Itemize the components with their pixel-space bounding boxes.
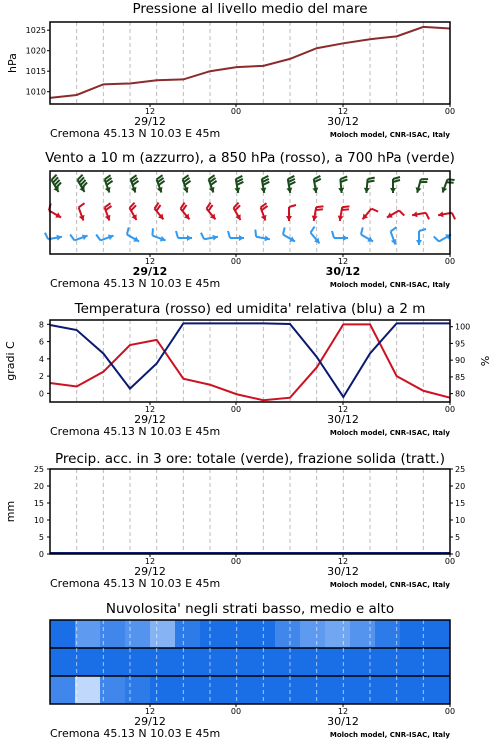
x-tick-label: 00 bbox=[444, 257, 456, 266]
y-tick-label-right: 90 bbox=[455, 356, 466, 366]
wind-barb bbox=[312, 206, 324, 221]
x-tick-label: 12 bbox=[337, 557, 349, 566]
cloud-cell bbox=[125, 648, 151, 676]
panel-3 bbox=[4, 301, 492, 438]
wind-arrowhead bbox=[390, 188, 396, 193]
wind-feather bbox=[447, 179, 454, 180]
x-date-label: 29/12 bbox=[134, 413, 166, 426]
y-tick-label: 8 bbox=[38, 320, 44, 330]
cloud-cell bbox=[275, 676, 301, 704]
wind-feather bbox=[201, 233, 204, 240]
wind-feather bbox=[341, 179, 348, 182]
wind-arrowhead bbox=[286, 216, 292, 221]
wind-feather bbox=[311, 227, 315, 233]
model-label: Moloch model, CNR-ISAC, Italy bbox=[329, 131, 450, 139]
wind-feather bbox=[316, 206, 323, 207]
cloud-cell bbox=[250, 620, 276, 648]
cloud-cell bbox=[150, 676, 176, 704]
station-label: Cremona 45.13 N 10.03 E 45m bbox=[50, 277, 221, 290]
wind-barb bbox=[391, 227, 397, 244]
wind-feather bbox=[426, 213, 429, 220]
x-tick-label: 12 bbox=[144, 707, 156, 716]
cloud-cell bbox=[350, 676, 376, 704]
wind-barb bbox=[209, 175, 217, 192]
wind-feather bbox=[393, 180, 400, 182]
station-label: Cremona 45.13 N 10.03 E 45m bbox=[50, 727, 221, 740]
cloud-cell bbox=[125, 676, 151, 704]
x-date-label: 29/12 bbox=[134, 715, 166, 728]
y-tick-label-right: 95 bbox=[455, 339, 466, 349]
x-tick-label: 12 bbox=[144, 557, 156, 566]
model-label: Moloch model, CNR-ISAC, Italy bbox=[329, 429, 450, 437]
wind-arrowhead bbox=[343, 235, 348, 241]
cloud-cell bbox=[75, 620, 101, 648]
cloud-cell bbox=[200, 676, 226, 704]
cloud-cell bbox=[275, 620, 301, 648]
wind-feather bbox=[342, 206, 349, 207]
wind-arrowhead bbox=[416, 240, 422, 245]
wind-barb bbox=[412, 211, 429, 219]
y-tick-label-right: 10 bbox=[455, 516, 466, 525]
x-date-label: 29/12 bbox=[134, 565, 166, 578]
y-tick-label: 10 bbox=[33, 516, 44, 525]
panel-title: Precip. acc. in 3 ore: totale (verde), frazione solida (tratt.) bbox=[55, 451, 445, 467]
wind-feather bbox=[361, 227, 363, 234]
wind-barb bbox=[105, 203, 112, 220]
wind-feather bbox=[393, 177, 400, 179]
y-tick-label: 4 bbox=[38, 354, 44, 364]
x-tick-label: 12 bbox=[144, 107, 156, 116]
x-date-label: 30/12 bbox=[327, 715, 359, 728]
wind-barb bbox=[131, 175, 139, 192]
wind-barb bbox=[364, 178, 375, 193]
cloud-cell bbox=[325, 676, 351, 704]
wind-feather bbox=[371, 209, 378, 212]
y-tick-label: 1010 bbox=[25, 87, 46, 97]
wind-barb bbox=[201, 233, 218, 241]
cloud-cell bbox=[300, 676, 326, 704]
wind-barb bbox=[181, 203, 190, 220]
wind-feather bbox=[399, 211, 404, 216]
wind-barb bbox=[390, 177, 400, 193]
wind-barb bbox=[228, 231, 244, 241]
wind-barb bbox=[45, 233, 62, 241]
wind-feather bbox=[342, 209, 349, 210]
wind-feather bbox=[176, 231, 178, 238]
wind-feather bbox=[152, 228, 153, 235]
cloud-cell bbox=[175, 648, 201, 676]
cloud-cell bbox=[250, 676, 276, 704]
cloud-cell bbox=[350, 620, 376, 648]
wind-barb bbox=[361, 227, 373, 241]
panel-title: Temperatura (rosso) ed umidita' relativa (blu) a 2 m bbox=[74, 301, 426, 317]
wind-barb bbox=[70, 234, 87, 240]
x-tick-label: 00 bbox=[444, 557, 456, 566]
x-date-label: 29/12 bbox=[132, 265, 168, 278]
wind-feather bbox=[368, 178, 375, 179]
y-tick-label-right: 15 bbox=[455, 499, 466, 508]
wind-barb bbox=[79, 203, 85, 220]
cloud-cell bbox=[150, 620, 176, 648]
model-label: Moloch model, CNR-ISAC, Italy bbox=[329, 281, 450, 289]
x-date-label: 30/12 bbox=[327, 565, 359, 578]
panel-2 bbox=[45, 150, 455, 290]
wind-barb bbox=[311, 227, 320, 244]
panel-4 bbox=[4, 451, 465, 590]
x-date-label: 30/12 bbox=[327, 115, 359, 128]
x-tick-label: 12 bbox=[144, 405, 156, 414]
wind-barb bbox=[234, 203, 241, 220]
wind-barb bbox=[434, 234, 451, 241]
y-tick-label-right: 80 bbox=[455, 389, 466, 399]
panel-title: Vento a 10 m (azzurro), a 850 hPa (rosso), a 700 hPa (verde) bbox=[45, 150, 455, 166]
x-tick-label: 12 bbox=[337, 707, 349, 716]
y-tick-label-right: 85 bbox=[455, 372, 466, 382]
panel-1 bbox=[6, 1, 455, 140]
station-label: Cremona 45.13 N 10.03 E 45m bbox=[50, 127, 221, 140]
y-tick-label-right: 5 bbox=[455, 533, 461, 542]
y-tick-label: 20 bbox=[33, 482, 44, 491]
cloud-cell bbox=[250, 648, 276, 676]
y-tick-label-right: 20 bbox=[455, 482, 466, 491]
wind-feather bbox=[367, 181, 374, 182]
cloud-cell bbox=[300, 648, 326, 676]
y-tick-label: 0 bbox=[38, 550, 44, 559]
wind-barb bbox=[52, 175, 62, 192]
wind-feather bbox=[340, 176, 347, 179]
y-tick-label-right: 0 bbox=[455, 550, 461, 559]
x-tick-label: 00 bbox=[444, 405, 456, 414]
x-date-label: 30/12 bbox=[325, 265, 361, 278]
wind-barb bbox=[260, 176, 269, 193]
wind-barb bbox=[234, 176, 243, 193]
panel-5 bbox=[50, 601, 455, 740]
panel-title: Nuvolosita' negli strati basso, medio e alto bbox=[105, 601, 395, 617]
y-tick-label: 6 bbox=[38, 337, 44, 347]
cloud-cell bbox=[75, 676, 101, 704]
cloud-cell bbox=[225, 620, 251, 648]
wind-feather bbox=[127, 227, 129, 234]
wind-barb bbox=[155, 203, 164, 220]
station-label: Cremona 45.13 N 10.03 E 45m bbox=[50, 425, 221, 438]
cloud-cell bbox=[175, 620, 201, 648]
x-tick-label: 00 bbox=[230, 557, 242, 566]
y-tick-label: 5 bbox=[38, 533, 44, 542]
y-tick-label-right: 25 bbox=[455, 465, 466, 474]
pressure-line bbox=[50, 27, 450, 98]
cloud-cell bbox=[150, 648, 176, 676]
wind-barb bbox=[312, 176, 320, 193]
plot-frame bbox=[50, 22, 450, 104]
model-label: Moloch model, CNR-ISAC, Italy bbox=[329, 581, 450, 589]
x-tick-label: 12 bbox=[337, 107, 349, 116]
wind-feather bbox=[332, 231, 334, 238]
wind-arrowhead bbox=[364, 188, 370, 193]
x-tick-label: 00 bbox=[230, 707, 242, 716]
wind-barb bbox=[441, 179, 454, 192]
wind-feather bbox=[316, 209, 323, 210]
wind-barb bbox=[105, 175, 113, 192]
wind-feather bbox=[419, 229, 426, 231]
x-date-label: 30/12 bbox=[327, 413, 359, 426]
y-tick-label: 1025 bbox=[25, 26, 46, 36]
x-tick-label: 00 bbox=[444, 707, 456, 716]
wind-feather bbox=[228, 231, 230, 238]
wind-barb bbox=[130, 203, 137, 220]
wind-feather bbox=[283, 227, 285, 234]
cloud-cell bbox=[350, 648, 376, 676]
x-tick-label: 00 bbox=[230, 405, 242, 414]
wind-feather bbox=[391, 227, 397, 231]
x-tick-label: 12 bbox=[337, 405, 349, 414]
wind-barb bbox=[78, 175, 88, 192]
cloud-cell bbox=[200, 648, 226, 676]
y-axis-label: gradi C bbox=[4, 341, 17, 381]
wind-barb bbox=[338, 176, 347, 193]
y-axis-label-right: % bbox=[479, 355, 492, 367]
wind-barb bbox=[176, 231, 192, 241]
y-axis-label: mm bbox=[4, 500, 17, 523]
humidity-line bbox=[50, 323, 450, 397]
cloud-cell bbox=[325, 620, 351, 648]
wind-barb bbox=[283, 227, 295, 241]
cloud-cell bbox=[300, 620, 326, 648]
wind-barb bbox=[286, 205, 296, 221]
wind-feather bbox=[70, 235, 74, 241]
wind-barb bbox=[49, 203, 61, 217]
y-tick-label-right: 100 bbox=[455, 322, 471, 332]
wind-barb bbox=[96, 234, 113, 240]
x-date-label: 29/12 bbox=[134, 115, 166, 128]
wind-barb bbox=[438, 211, 455, 219]
wind-barb bbox=[416, 229, 426, 245]
wind-feather bbox=[434, 236, 439, 241]
plot-frame bbox=[50, 469, 450, 554]
cloud-cell bbox=[325, 648, 351, 676]
wind-barb bbox=[127, 227, 139, 241]
station-label: Cremona 45.13 N 10.03 E 45m bbox=[50, 577, 221, 590]
cloud-cell bbox=[225, 648, 251, 676]
cloud-cell bbox=[75, 648, 101, 676]
x-tick-label: 00 bbox=[230, 257, 242, 266]
cloud-cell bbox=[400, 676, 426, 704]
cloud-cell bbox=[400, 620, 426, 648]
wind-barb bbox=[183, 175, 191, 192]
cloud-cell bbox=[425, 676, 451, 704]
y-axis-label: hPa bbox=[6, 53, 19, 73]
wind-barb bbox=[332, 231, 348, 241]
cloud-cell bbox=[50, 620, 76, 648]
wind-barb bbox=[286, 176, 295, 193]
cloud-cell bbox=[125, 620, 151, 648]
wind-feather bbox=[255, 230, 256, 237]
cloud-cell bbox=[50, 648, 76, 676]
wind-barb bbox=[387, 211, 404, 218]
wind-barb bbox=[255, 230, 270, 242]
cloud-cell bbox=[400, 648, 426, 676]
model-label: Moloch model, CNR-ISAC, Italy bbox=[329, 731, 450, 739]
wind-barb bbox=[207, 203, 216, 220]
wind-barb bbox=[152, 228, 165, 241]
wind-feather bbox=[96, 235, 100, 241]
y-tick-label: 1015 bbox=[25, 67, 46, 77]
x-tick-label: 00 bbox=[230, 107, 242, 116]
wind-barb bbox=[416, 179, 429, 193]
y-tick-label: 0 bbox=[38, 389, 44, 399]
cloud-cell bbox=[175, 676, 201, 704]
wind-barb bbox=[261, 203, 268, 220]
y-tick-label: 15 bbox=[33, 499, 44, 508]
wind-feather bbox=[45, 233, 48, 240]
wind-feather bbox=[79, 203, 85, 207]
panel-title: Pressione al livello medio del mare bbox=[132, 1, 368, 17]
x-tick-label: 12 bbox=[337, 257, 349, 266]
wind-feather bbox=[289, 205, 296, 207]
x-tick-label: 00 bbox=[444, 107, 456, 116]
cloud-cell bbox=[275, 648, 301, 676]
y-tick-label: 25 bbox=[33, 465, 44, 474]
cloud-cell bbox=[425, 648, 451, 676]
wind-arrowhead bbox=[239, 235, 244, 241]
y-tick-label: 2 bbox=[38, 372, 44, 382]
wind-arrowhead bbox=[187, 235, 192, 241]
cloud-cell bbox=[200, 620, 226, 648]
cloud-cell bbox=[225, 676, 251, 704]
cloud-cell bbox=[50, 676, 76, 704]
cloud-cell bbox=[425, 620, 451, 648]
x-tick-label: 12 bbox=[144, 257, 156, 266]
y-tick-label: 1020 bbox=[25, 46, 46, 56]
wind-feather bbox=[452, 213, 455, 220]
wind-barb bbox=[157, 175, 165, 192]
